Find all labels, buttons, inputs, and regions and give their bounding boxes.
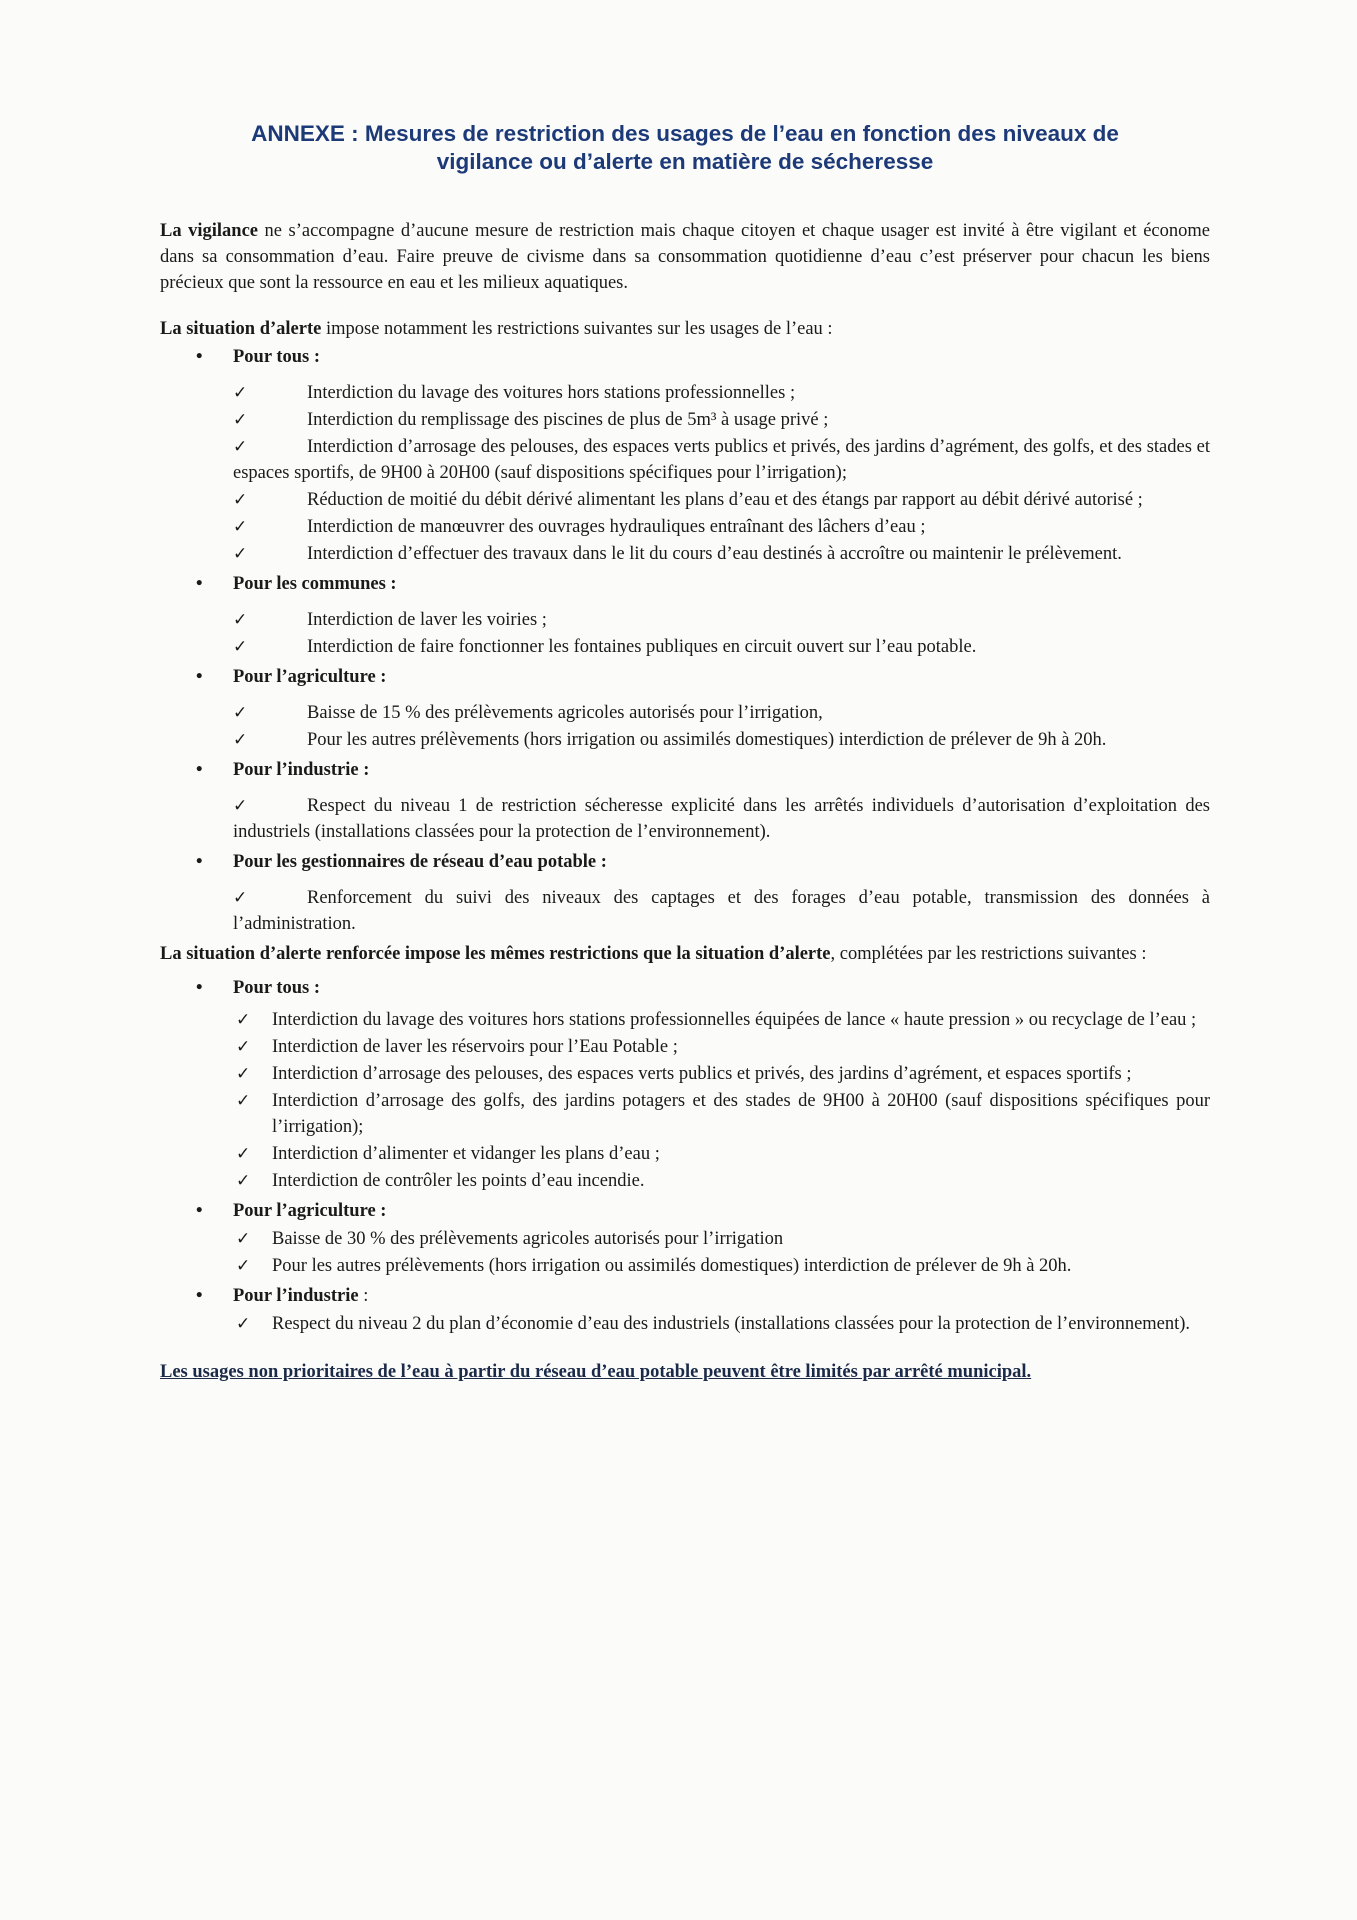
alerte-lead: La situation d’alerte — [160, 319, 322, 339]
list-item: ✓ Renforcement du suivi des niveaux des captages et des forages d’eau potable, transmission des données à l’administration. — [160, 885, 1210, 937]
alerte-categories — [160, 344, 1210, 937]
bullet-icon: • — [196, 760, 203, 780]
list-item: ✓ Interdiction de laver les réservoirs pour l’Eau Potable ; — [160, 1034, 1210, 1060]
check-icon: ✓ — [236, 1144, 251, 1164]
bullet-icon: • — [196, 1201, 203, 1221]
check-icon: ✓ — [233, 437, 248, 457]
list-item: ✓ Interdiction d’effectuer des travaux dans le lit du cours d’eau destinés à accroître ou maintenir le prélèvement. — [160, 541, 1210, 567]
renforcee-category-agriculture — [160, 1198, 1210, 1279]
check-icon: ✓ — [236, 1064, 251, 1084]
check-icon: ✓ — [236, 1091, 251, 1111]
renforcee-category-tous — [160, 975, 1210, 1194]
vigilance-paragraph — [160, 218, 1210, 296]
alerte-intro — [160, 316, 1210, 342]
list-item: ✓ Interdiction du lavage des voitures hors stations professionnelles équipées de lance « haute pression » ou recyclage de l’eau ; — [160, 1007, 1210, 1033]
bullet-icon: • — [196, 347, 203, 367]
category-label: Pour tous : — [233, 978, 321, 998]
bullet-icon: • — [196, 978, 203, 998]
alerte-category-industrie — [160, 757, 1210, 845]
check-icon: ✓ — [233, 730, 248, 750]
title-line-1: ANNEXE : Mesures de restriction des usages de l’eau en fonction des niveaux de — [251, 121, 1119, 146]
alerte-category-gestionnaires — [160, 849, 1210, 937]
bullet-icon: • — [196, 574, 203, 594]
category-label: Pour les gestionnaires de réseau d’eau potable : — [233, 852, 607, 872]
check-icon: ✓ — [233, 490, 248, 510]
check-icon: ✓ — [233, 383, 248, 403]
list-item: ✓ Pour les autres prélèvements (hors irrigation ou assimilés domestiques) interdiction de prélever de 9h à 20h. — [160, 727, 1210, 753]
renforcee-lead: La situation d’alerte renforcée impose les mêmes restrictions que la situation d’alerte — [160, 944, 831, 964]
vigilance-text: ne s’accompagne d’aucune mesure de restriction mais chaque citoyen et chaque usager est invité à être vigilant et économe dans sa consommation d’eau. Faire preuve de civisme dans sa consommation quotidienne d’eau c’est préserver pour chacun les biens précieux que sont la ressource en eau et les milieux aquatiques. — [160, 221, 1210, 293]
list-item: ✓ Pour les autres prélèvements (hors irrigation ou assimilés domestiques) interdiction de prélever de 9h à 20h. — [160, 1253, 1210, 1279]
check-icon: ✓ — [236, 1037, 251, 1057]
check-icon: ✓ — [233, 544, 248, 564]
check-icon: ✓ — [233, 888, 248, 908]
renforcee-category-industrie: • Pour l’industrie : ✓ Respect du niveau 2 du plan d’économie d’eau des industriels (installations classées pour la protection de l’environnement). — [160, 1283, 1210, 1337]
alerte-text: impose notamment les restrictions suivantes sur les usages de l’eau : — [321, 319, 833, 339]
renforcee-intro — [160, 941, 1210, 967]
renforcee-categories — [160, 975, 1210, 1337]
bullet-icon: • — [196, 667, 203, 687]
alerte-category-agriculture — [160, 664, 1210, 753]
check-icon: ✓ — [233, 517, 248, 537]
check-icon: ✓ — [233, 703, 248, 723]
bullet-icon: • — [196, 852, 203, 872]
check-icon: ✓ — [233, 796, 248, 816]
list-item: ✓ Interdiction du remplissage des piscines de plus de 5m³ à usage privé ; — [160, 407, 1210, 433]
vigilance-lead: La vigilance — [160, 221, 258, 241]
check-icon: ✓ — [236, 1229, 251, 1249]
category-label: Pour l’agriculture : — [233, 1201, 387, 1221]
list-item: ✓ Interdiction de manœuvrer des ouvrages hydrauliques entraînant des lâchers d’eau ; — [160, 514, 1210, 540]
list-item: ✓ Interdiction d’arrosage des golfs, des jardins potagers et des stades de 9H00 à 20H00 (sauf dispositions spécifiques pour l’irrigation); — [160, 1088, 1210, 1140]
check-icon: ✓ — [233, 637, 248, 657]
category-label: Pour tous : — [233, 347, 321, 367]
list-item: ✓ Interdiction d’arrosage des pelouses, des espaces verts publics et privés, des jardins d’agrément, et espaces sportifs ; — [160, 1061, 1210, 1087]
list-item: ✓ Baisse de 30 % des prélèvements agricoles autorisés pour l’irrigation — [160, 1226, 1210, 1252]
document-page — [160, 120, 1210, 1404]
check-icon: ✓ — [236, 1171, 251, 1191]
document-title — [160, 120, 1210, 176]
category-label: Pour l’industrie : — [233, 760, 370, 780]
alerte-category-tous — [160, 344, 1210, 567]
list-item: ✓ Interdiction du lavage des voitures hors stations professionnelles ; — [160, 380, 1210, 406]
list-item: ✓ Interdiction de laver les voiries ; — [160, 607, 1210, 633]
check-icon: ✓ — [236, 1314, 251, 1334]
list-item: ✓ Respect du niveau 2 du plan d’économie d’eau des industriels (installations classées pour la protection de l’environnement). — [160, 1311, 1210, 1337]
bullet-icon: • — [196, 1286, 203, 1306]
list-item: ✓ Interdiction de faire fonctionner les fontaines publiques en circuit ouvert sur l’eau potable. — [160, 634, 1210, 660]
renforcee-text: , complétées par les restrictions suivantes : — [830, 944, 1147, 964]
check-icon: ✓ — [236, 1010, 251, 1030]
alerte-category-communes — [160, 571, 1210, 660]
list-item: ✓ Réduction de moitié du débit dérivé alimentant les plans d’eau et des étangs par rapport au débit dérivé autorisé ; — [160, 487, 1210, 513]
category-label: Pour l’industrie — [233, 1286, 359, 1306]
check-icon: ✓ — [236, 1256, 251, 1276]
category-label: Pour les communes : — [233, 574, 397, 594]
title-line-2: vigilance ou d’alerte en matière de sécheresse — [436, 149, 934, 174]
check-icon: ✓ — [233, 410, 248, 430]
category-label: Pour l’agriculture : — [233, 667, 387, 687]
list-item: ✓ Interdiction d’arrosage des pelouses, des espaces verts publics et privés, des jardins d’agrément, des golfs, et des stades et espaces sportifs, de 9H00 à 20H00 (sauf dispositions spécifiques pour l’irrigation); — [160, 434, 1210, 486]
list-item: ✓ Interdiction de contrôler les points d’eau incendie. — [160, 1168, 1210, 1194]
footer-note: Les usages non prioritaires de l’eau à partir du réseau d’eau potable peuvent être limités par arrêté municipal. — [160, 1362, 1032, 1382]
list-item: ✓ Respect du niveau 1 de restriction sécheresse explicité dans les arrêtés individuels d’autorisation d’exploitation des industriels (installations classées pour la protection de l’environnement). — [160, 793, 1210, 845]
check-icon: ✓ — [233, 610, 248, 630]
list-item: ✓ Baisse de 15 % des prélèvements agricoles autorisés pour l’irrigation, — [160, 700, 1210, 726]
list-item: ✓ Interdiction d’alimenter et vidanger les plans d’eau ; — [160, 1141, 1210, 1167]
